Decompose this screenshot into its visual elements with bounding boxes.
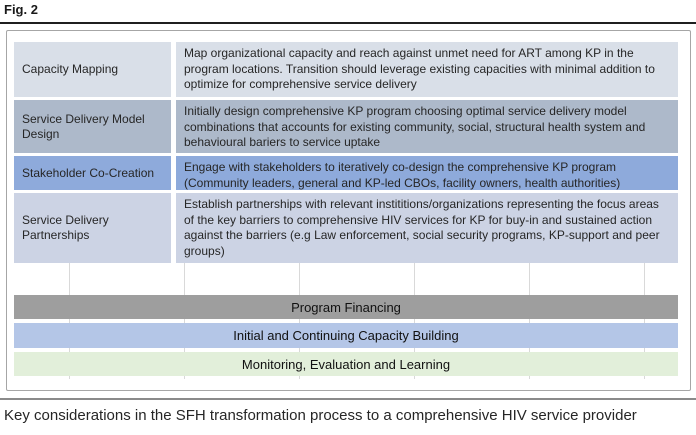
figure-label: Fig. 2 (4, 2, 38, 17)
bar-capacity-building (14, 323, 678, 348)
row-label-service-delivery-partnerships: Service Delivery Partnerships (14, 193, 171, 263)
figure-content-box (6, 30, 691, 391)
row-label-capacity-mapping: Capacity Mapping (14, 42, 171, 97)
row-label-stakeholder-co-creation: Stakeholder Co-Creation (14, 156, 171, 190)
row-description-service-delivery-model-design: Initially design comprehensive KP program choosing optimal service delivery model combinations that accounts for existing community, social, structural health system and behavioural bariers to service uptake (176, 100, 678, 153)
bar-program-financing-label: Program Financing (291, 299, 401, 315)
bar-capacity-building-label: Initial and Continuing Capacity Building (233, 328, 459, 343)
row-description-capacity-mapping: Map organizational capacity and reach against unmet need for ART among KP in the program locations. Transition should leverage existing capacities with minimal addition to optimize for comprehensive service delivery (176, 42, 678, 97)
figure-caption: Key considerations in the SFH transformation process to a comprehensive HIV service provider (4, 407, 637, 424)
row-description-stakeholder-co-creation: Engage with stakeholders to iteratively co-design the comprehensive KP program (Community leaders, general and KP-led CBOs, facility owners, health authorities) (176, 156, 678, 190)
top-divider (0, 22, 696, 24)
bar-program-financing (14, 295, 678, 319)
caption-divider (0, 398, 696, 400)
row-description-service-delivery-partnerships: Establish partnerships with relevant instititions/organizations representing the focus areas of the key barriers to comprehensive HIV services for KP for buy-in and sustained action against the barriers (e.g Law enforcement, social security programs, KP-support and peer groups) (176, 193, 678, 263)
row-label-service-delivery-model-design: Service Delivery Model Design (14, 100, 171, 153)
bar-monitoring-evaluation-learning-label: Monitoring, Evaluation and Learning (241, 356, 451, 372)
bar-monitoring-evaluation-learning (14, 352, 678, 376)
